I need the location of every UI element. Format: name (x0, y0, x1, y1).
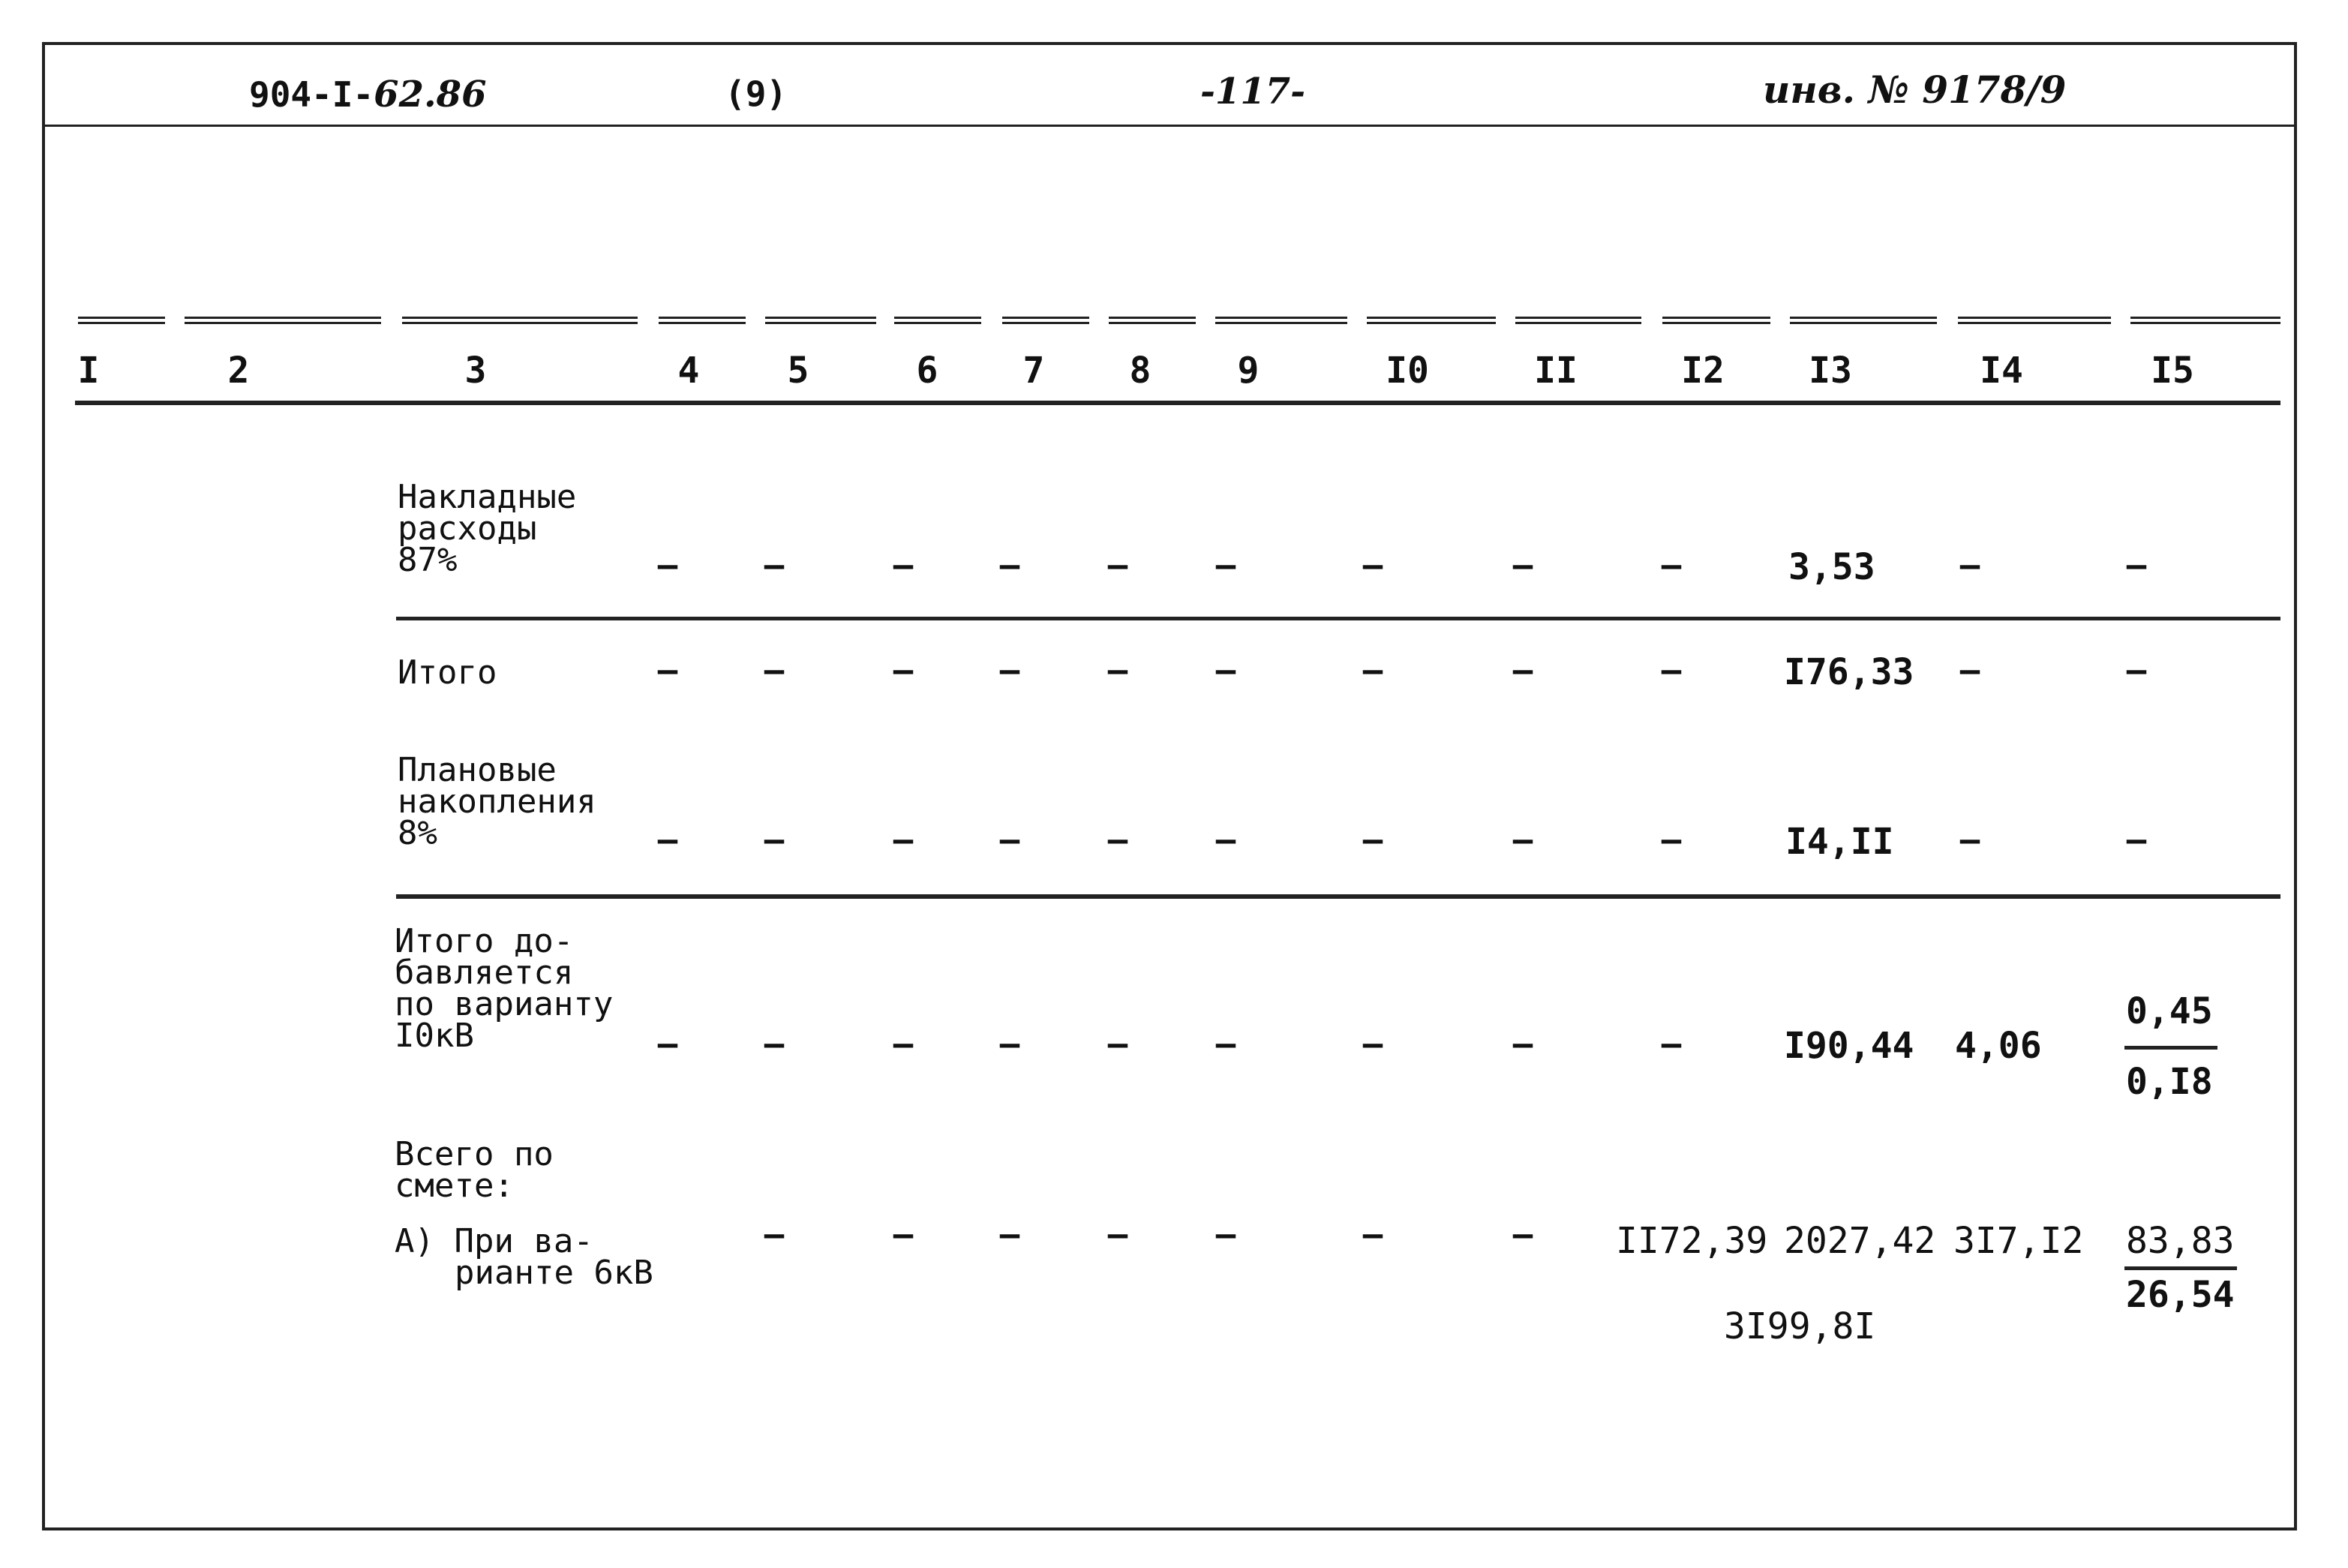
total-col14: – (1959, 651, 1980, 689)
dash: – (999, 821, 1020, 859)
column-number-14: I4 (1980, 350, 2023, 392)
dash: – (1215, 1215, 1236, 1254)
planned-label-line-1: Плановые (398, 751, 557, 789)
grand-sum: 3I99,8I (1724, 1305, 1876, 1347)
added-col14: 4,06 (1955, 1025, 2042, 1067)
overhead-label-line-3: 87% (398, 541, 458, 579)
dash: – (764, 821, 785, 859)
dash: – (1215, 546, 1236, 584)
dash: – (764, 651, 785, 689)
column-number-8: 8 (1129, 350, 1151, 392)
grand-variant-line-1: А) При ва- (395, 1222, 593, 1260)
column-number-4: 4 (677, 350, 700, 392)
grand-variant-label (395, 1222, 653, 1292)
planned-rule (396, 894, 2280, 899)
added-col15-numerator: 0,45 (2126, 990, 2213, 1032)
overhead-label (398, 478, 577, 579)
total-col15: – (2126, 651, 2147, 689)
column-number-15: I5 (2151, 350, 2194, 392)
dash: – (764, 546, 785, 584)
dash: – (657, 651, 678, 689)
overhead-col15: – (2126, 546, 2147, 584)
dash: – (764, 1215, 785, 1254)
dash: – (1512, 546, 1533, 584)
overhead-col14: – (1959, 546, 1980, 584)
added-label-line-3: по варианту (395, 985, 614, 1023)
dash: – (893, 546, 914, 584)
dash: – (764, 1025, 785, 1063)
added-label (395, 922, 614, 1055)
dash: – (657, 821, 678, 859)
added-label-line-2: бавляется (395, 954, 574, 992)
page-number: -117- (1200, 71, 1306, 113)
column-number-11: II (1534, 350, 1578, 392)
grand-col14: 3I7,I2 (1953, 1220, 2084, 1262)
grand-label-line-2: смете: (395, 1167, 514, 1205)
dash: – (893, 651, 914, 689)
grand-col12: II72,39 (1616, 1220, 1768, 1262)
column-number-13: I3 (1809, 350, 1852, 392)
dash: – (999, 546, 1020, 584)
column-number-1: I (77, 350, 100, 392)
grand-label-line-1: Всего по (395, 1135, 554, 1173)
dash: – (1661, 546, 1682, 584)
dash: – (1512, 651, 1533, 689)
dash: – (893, 1215, 914, 1254)
column-number-9: 9 (1237, 350, 1260, 392)
dash: – (1512, 1215, 1533, 1254)
column-number-3: 3 (464, 350, 487, 392)
dash: – (893, 1025, 914, 1063)
page-frame (42, 42, 2297, 1530)
overhead-label-line-1: Накладные (398, 478, 577, 516)
planned-col15: – (2126, 821, 2147, 859)
planned-label (398, 751, 596, 852)
dash: – (1661, 1025, 1682, 1063)
planned-label-line-2: накопления (398, 782, 596, 821)
dash: – (1362, 546, 1383, 584)
planned-label-line-3: 8% (398, 814, 437, 852)
overhead-rule (396, 617, 2280, 620)
doc-code-handwritten: 62.86 (374, 74, 487, 116)
planned-col14: – (1959, 821, 1980, 859)
dash: – (1362, 821, 1383, 859)
dash: – (893, 821, 914, 859)
dash: – (999, 1215, 1020, 1254)
grand-variant-line-2: рианте 6кВ (455, 1254, 653, 1292)
added-col15-fraction-bar (2124, 1046, 2217, 1050)
dash: – (1107, 651, 1128, 689)
doc-code-printed: 904-I- (249, 74, 374, 115)
dash: – (999, 651, 1020, 689)
grand-col15-fraction-bar (2124, 1266, 2237, 1270)
inventory-number: инв. № 9178/9 (1763, 68, 2067, 112)
dash: – (1661, 821, 1682, 859)
dash: – (1362, 651, 1383, 689)
column-number-12: I2 (1681, 350, 1725, 392)
dash: – (1107, 1025, 1128, 1063)
added-col13: I90,44 (1784, 1025, 1914, 1067)
dash: – (1362, 1025, 1383, 1063)
dash: – (1512, 821, 1533, 859)
dash: – (1215, 1025, 1236, 1063)
column-number-2: 2 (227, 350, 250, 392)
total-col13: I76,33 (1784, 651, 1914, 693)
header-rule (42, 125, 2297, 127)
dash: – (1215, 651, 1236, 689)
dash: – (657, 546, 678, 584)
overhead-col13: 3,53 (1788, 546, 1875, 588)
grand-col15-denominator: 26,54 (2126, 1274, 2235, 1316)
total-label: Итого (398, 653, 497, 692)
grand-col15-numerator: 83,83 (2126, 1220, 2235, 1262)
doc-code (249, 74, 486, 116)
dash: – (1107, 821, 1128, 859)
dash: – (1512, 1025, 1533, 1063)
overhead-label-line-2: расходы (398, 509, 537, 548)
grand-label (395, 1135, 554, 1205)
dash: – (1362, 1215, 1383, 1254)
added-col15-denominator: 0,I8 (2126, 1061, 2213, 1103)
added-label-line-4: I0кВ (395, 1017, 474, 1055)
dash: – (1661, 651, 1682, 689)
dash: – (1215, 821, 1236, 859)
added-label-line-1: Итого до- (395, 922, 574, 960)
dash: – (657, 1025, 678, 1063)
dash: – (1107, 1215, 1128, 1254)
grand-col13: 2027,42 (1784, 1220, 1936, 1262)
sheet-number: (9) (725, 74, 788, 114)
column-number-5: 5 (787, 350, 809, 392)
dash: – (1107, 546, 1128, 584)
dash: – (999, 1025, 1020, 1063)
column-bottom-rule (75, 401, 2280, 405)
column-number-10: I0 (1386, 350, 1429, 392)
column-number-6: 6 (916, 350, 938, 392)
column-number-7: 7 (1022, 350, 1045, 392)
planned-col13: I4,II (1785, 821, 1894, 863)
